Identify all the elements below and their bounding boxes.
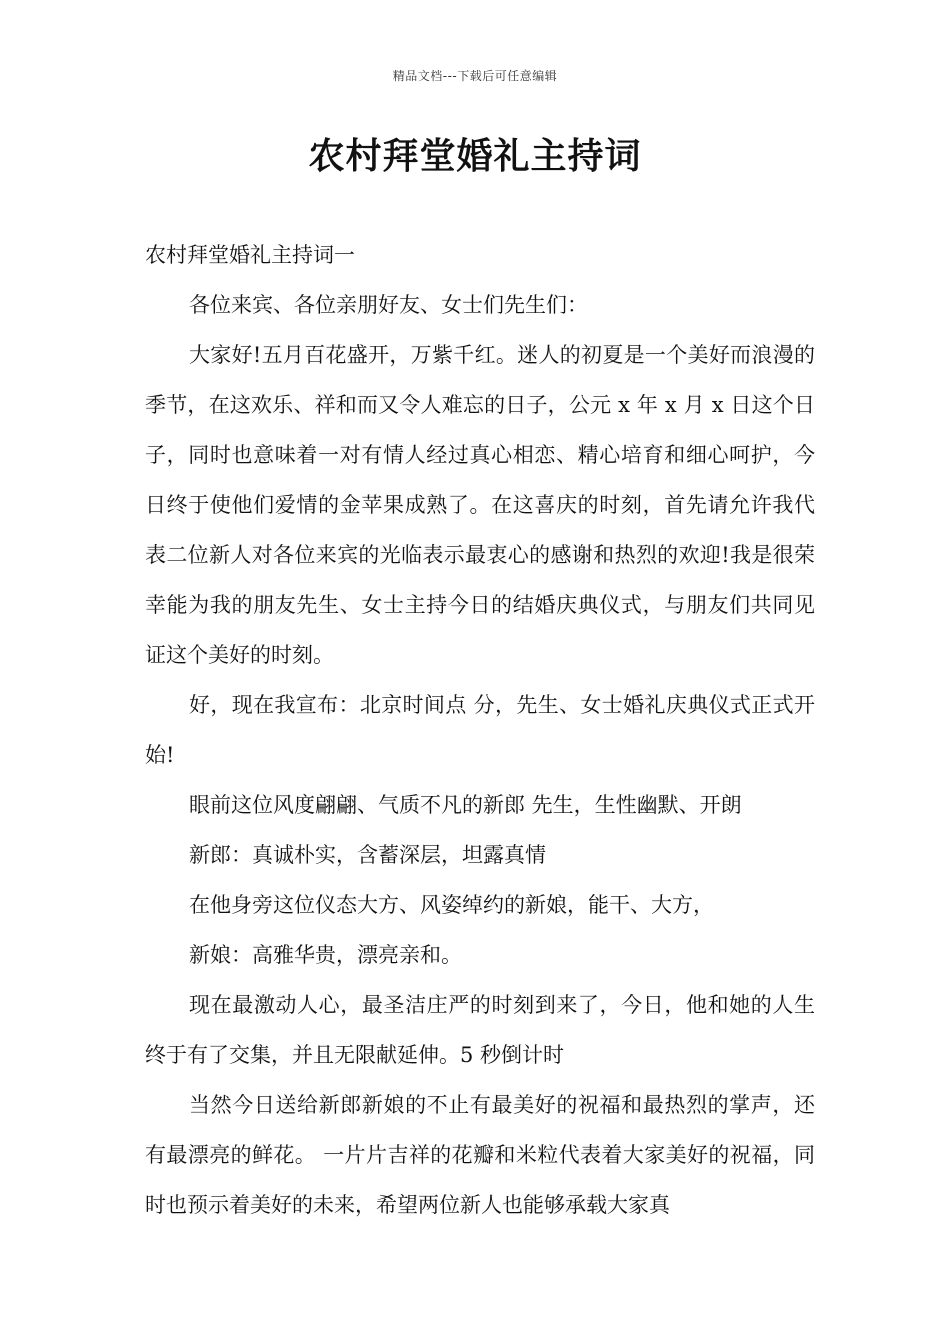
paragraph: 好，现在我宣布：北京时间点 分，先生、女士婚礼庆典仪式正式开始! (145, 693, 815, 767)
header-note: 精品文档---下载后可任意编辑 (392, 69, 558, 83)
section-heading: 农村拜堂婚礼主持词一 (145, 243, 355, 267)
paragraph: 眼前这位风度翩翩、气质不凡的新郎 先生，生性幽默、开朗 (189, 793, 742, 817)
paragraph: 现在最激动人心，最圣洁庄严的时刻到来了，今日，他和她的人生终于有了交集，并且无限献延伸。5 秒倒计时 (145, 993, 815, 1067)
paragraph: 大家好!五月百花盛开，万紫千红。迷人的初夏是一个美好而浪漫的季节，在这欢乐、祥和而又令人难忘的日子，公元 x 年 x 月 x 日这个日子，同时也意味着一对有情人经过真心相恋、精心培育和细心呵护，今日终于使他们爱情的金苹果成熟了。在这喜庆的时刻，首先请允许我代表二位新人对各位来宾的光临表示最衷心的感谢和热烈的欢迎!我是很荣幸能为我的朋友先生、女士主持今日的结婚庆典仪式，与朋友们共同见证这个美好的时刻。 (145, 343, 815, 667)
document-body (145, 230, 815, 1230)
document-title: 农村拜堂婚礼主持词 (308, 136, 642, 177)
paragraph: 新娘：高雅华贵，漂亮亲和。 (189, 943, 462, 967)
paragraph: 当然今日送给新郎新娘的不止有最美好的祝福和最热烈的掌声，还有最漂亮的鲜花。 一片片吉祥的花瓣和米粒代表着大家美好的祝福，同时也预示着美好的未来，希望两位新人也能够承载大家真 (145, 1093, 815, 1217)
paragraph: 各位来宾、各位亲朋好友、女士们先生们： (189, 293, 588, 317)
paragraph: 在他身旁这位仪态大方、风姿绰约的新娘，能干、大方， (189, 893, 714, 917)
paragraph: 新郎：真诚朴实，含蓄深层，坦露真情 (189, 843, 546, 867)
